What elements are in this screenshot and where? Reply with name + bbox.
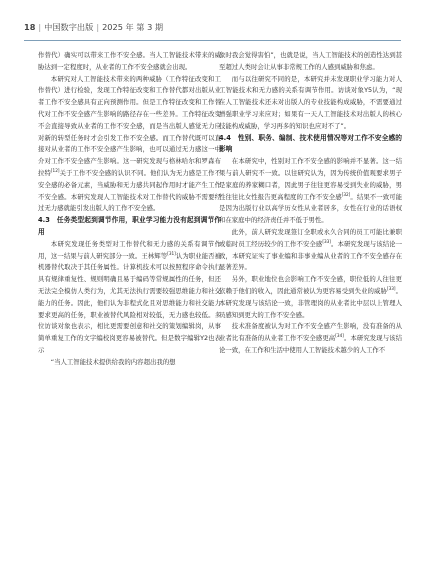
page-number: 18 xyxy=(24,22,36,32)
journal-name: 中国数字出版 xyxy=(44,22,94,32)
paragraph-text: 在本研究中，性别对工作不安全感的影响并不显著。这一结果与前人研究不一致。以往研究认为，因为传统价值观要求男子是家庭的养家糊口者，因此男子往往更容易受到失业的威胁，男性往往比女性报告更高程度的工作不安全感 xyxy=(219,157,402,201)
issue-label: 2025 年 第 3 期 xyxy=(102,22,164,32)
section-heading: 4.3 任务类型起到调节作用，职业学习能力没有起到调节作用 xyxy=(38,216,221,236)
section-heading: 4.4 性别、职务、编制、技术使用情况等对工作不安全感的影响 xyxy=(219,133,402,154)
header-separator: | xyxy=(96,22,100,32)
paragraph-text: 。本研究发现与该结论一致，在工作和生活中使用人工智能技术越少的人工作不 xyxy=(219,334,403,354)
citation-ref: [33] xyxy=(386,285,396,291)
paragraph: “当人工智能技术提供给我的内容超出我的想 xyxy=(50,357,176,366)
paragraph-text: 认为职业能否被机器替代取决于其任务属性。计算机技术可以按照程序命令执行具有规律重复性、规则明确且易于编码等常规属性的任务，但还无法完全模仿人类行为，尤其无法执行需要较强思维能力和社交能力的任务。因此，他们认为非程式化且对思维能力和社交能力要求更高的任务，职业被替代风险相对较低，无力感也较低。多位访谈对象也表示，相比更需要创意和社交的策划编辑岗，从事简单重复工作的文字编校岗更容易被替代。但是数字编辑Y2也表示 xyxy=(38,251,222,354)
paragraph-text: 此外，前人研究发现签订全职或永久合同的员工可能比兼职或临时员工经历较少的工作不安全感 xyxy=(219,227,402,248)
citation-ref: [32] xyxy=(341,191,351,197)
header-rule xyxy=(24,40,401,41)
paragraph xyxy=(219,274,402,321)
paragraph xyxy=(219,156,402,227)
left-column xyxy=(38,50,221,369)
paragraph xyxy=(38,239,221,357)
running-header xyxy=(24,22,163,33)
paragraph-text: 关于工作不安全感的认识不同。他们认为无力感是工作不安全感的必备元素，当威胁和无力感共同起作用时才能产生工作不安全感。本研究发现人工智能技术对工作替代的威胁不需要经过无力感就能引发出版人的工作不安全感。 xyxy=(38,168,222,213)
paragraph-text: 另外，职业地位也会影响工作不安全感，职位低的人往往更依赖于他们的收入，因此通常被认为更容易受到失业的威胁 xyxy=(219,275,402,295)
paragraph-text: 技术准备度被认为对工作不安全感产生影响，没有准备的从业者比有准备的从业者工作不安全感更高 xyxy=(219,322,402,343)
paragraph: 象时我会觉得害怕”，也就是说，当人工智能技术的创造性达到甚至超过人类时会让从事非常规工作的人感到威胁和焦虑。 xyxy=(219,51,402,71)
paragraph: 作替代）确实可以带来工作不安全感。当人工智能技术带来的威胁达到一定程度时，从业者的工作不安全感就会出现。 xyxy=(38,51,221,71)
paragraph xyxy=(219,227,402,274)
paragraph-text: 。本研究发现与该结论一致，本研究证实了事业编和非事业编从业者的工作不安全感存在显著差异。 xyxy=(219,239,403,272)
citation-ref: [12] xyxy=(50,167,60,173)
paragraph-text: 。结果不一致可能是因为出版行业以高学历女性从业者居多，女性在行业的话语权和在家庭中的经济责任并不低于男性。 xyxy=(219,192,402,225)
citation-ref: [31] xyxy=(167,250,176,256)
citation-ref: [33] xyxy=(322,238,331,244)
citation-ref: [34] xyxy=(335,333,344,338)
paragraph-text: 。本研究发现与该结论一致，非管理岗的从业者比中层以上管理人员感知到更大的工作不安全感。 xyxy=(219,286,403,319)
right-column xyxy=(219,50,402,357)
paragraph xyxy=(38,74,221,216)
paragraph xyxy=(219,321,402,356)
header-separator: | xyxy=(38,22,42,32)
paragraph: 而与以往研究不同的是，本研究并未发现职业学习能力对人工智能技术和无力感的关系有调节作用。访谈对象Y5认为，“现在人工智能技术还未对出版人的专业技能构成威胁，不需要通过增强职业学习来应对；如果有一天人工智能技术对出版人的核心技能构成威胁，学习再多的知识也应对不了”。 xyxy=(219,74,402,130)
paragraph-text: 本研究对人工智能技术带来的两种威胁（工作特征改变和工作替代）进行检验，发现工作特征改变和工作替代都对出版从业者工作不安全感具有正向预测作用。但是工作特征改变和工作替代对工作不安全感产生影响的路径存在一些差异。工作特征改变不会直接导致从业者的工作不安全感，而是当出版人感觉无力应对新的转型任务时才会引发工作不安全感。而工作替代既可以直接对从业者的工作不安全感产生影响，也可以通过无力感这一中介对工作不安全感产生影响。这一研究发现与格林哈尔和罗森布拉特 xyxy=(38,74,221,177)
paragraph-text: 本研究发现任务类型对工作替代和无力感的关系有调节作用，这一结果与前人研究部分一致。王林辉等 xyxy=(38,239,221,260)
